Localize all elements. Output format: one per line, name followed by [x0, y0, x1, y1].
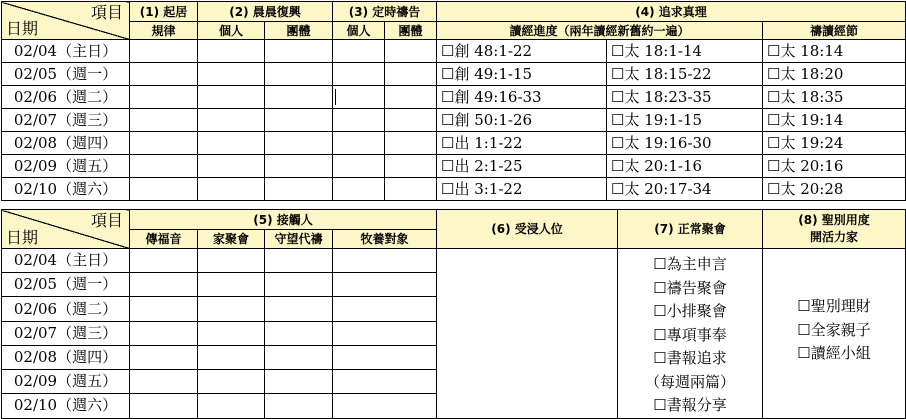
header-contact: (5) 接觸人 — [130, 210, 437, 230]
meeting-item[interactable]: ☐專項事奉 — [653, 325, 727, 344]
date-cell: 02/10（週六） — [2, 178, 130, 201]
checkin-cell[interactable] — [333, 178, 385, 201]
pray-verse-cell[interactable]: ☐太 18:14 — [763, 40, 906, 63]
meeting-item[interactable]: ☐小排聚會 — [653, 302, 727, 320]
header-pray-verse: 禱讀經節 — [763, 22, 906, 40]
reading-ot-cell[interactable]: ☐創 48:1-22 — [437, 40, 607, 63]
header-prayer-personal: 個人 — [333, 22, 385, 40]
checkin-cell[interactable] — [130, 249, 198, 273]
header-morning-revival: (2) 晨晨復興 — [198, 2, 333, 22]
checkin-cell[interactable] — [130, 178, 198, 201]
checkin-cell[interactable] — [385, 155, 437, 178]
checkin-cell[interactable] — [265, 273, 333, 297]
sanctified-item[interactable]: ☐讀經小組 — [797, 344, 871, 362]
checkin-cell[interactable] — [385, 109, 437, 132]
meeting-item[interactable]: ☐禱告聚會 — [653, 278, 727, 297]
header-sanctified — [763, 210, 906, 249]
header-reading-progress: 讀經進度（兩年讀經新舊約一遍） — [437, 22, 763, 40]
header-morning-group: 團體 — [265, 22, 333, 40]
checkin-cell[interactable] — [198, 321, 265, 345]
pray-verse-cell[interactable]: ☐太 20:16 — [763, 155, 906, 178]
checkin-cell[interactable] — [385, 132, 437, 155]
checkin-cell[interactable] — [130, 273, 198, 297]
corner-date-label: 日期 — [6, 19, 39, 38]
checkin-cell[interactable] — [333, 394, 437, 418]
header-sanctified-line2: 開活力家 — [809, 230, 858, 244]
reading-nt-cell[interactable]: ☐太 19:16-30 — [607, 132, 763, 155]
header-prayer-group: 團體 — [385, 22, 437, 40]
checkin-cell[interactable] — [385, 86, 437, 109]
date-cell: 02/05（週一） — [2, 63, 130, 86]
checkin-cell[interactable] — [265, 86, 333, 109]
date-cell: 02/04（主日） — [2, 249, 130, 273]
checkin-cell[interactable] — [198, 345, 265, 369]
reading-ot-cell[interactable]: ☐創 49:16-33 — [437, 86, 607, 109]
header-meetings: (7) 正常聚會 — [618, 210, 763, 249]
reading-nt-cell[interactable]: ☐太 18:1-14 — [607, 40, 763, 63]
corner-item-label: 項目 — [90, 211, 123, 230]
header-routine-sub: 規律 — [130, 22, 198, 40]
sanctified-item[interactable]: ☐全家親子 — [797, 320, 871, 339]
checkin-cell[interactable] — [265, 370, 333, 394]
date-cell: 02/09（週五） — [2, 155, 130, 178]
sanctified-list — [763, 249, 906, 419]
date-cell: 02/09（週五） — [2, 370, 130, 394]
date-cell: 02/10（週六） — [2, 394, 130, 418]
header-shepherd: 牧養對象 — [333, 230, 437, 249]
checkin-cell[interactable] — [198, 86, 265, 109]
checkin-cell[interactable] — [265, 63, 333, 86]
checkin-cell[interactable] — [265, 394, 333, 418]
date-cell: 02/04（主日） — [2, 40, 130, 63]
checkin-cell[interactable] — [385, 178, 437, 201]
checkin-cell[interactable] — [333, 86, 385, 109]
checkin-cell[interactable] — [130, 394, 198, 418]
meeting-item[interactable]: ☐書報分享 — [653, 396, 727, 414]
top-corner-header — [2, 2, 130, 40]
checkin-cell[interactable] — [333, 345, 437, 369]
corner-date-label: 日期 — [6, 228, 39, 247]
checkin-cell[interactable] — [198, 40, 265, 63]
checkin-cell[interactable] — [130, 155, 198, 178]
date-cell: 02/06（週二） — [2, 86, 130, 109]
pray-verse-cell[interactable]: ☐太 19:24 — [763, 132, 906, 155]
checkin-cell[interactable] — [333, 155, 385, 178]
reading-ot-cell[interactable]: ☐出 3:1-22 — [437, 178, 607, 201]
checkin-cell[interactable] — [333, 40, 385, 63]
meetings-list — [618, 249, 763, 419]
checkin-cell[interactable] — [385, 40, 437, 63]
checkin-cell[interactable] — [265, 345, 333, 369]
header-routine: (1) 起居 — [130, 2, 198, 22]
checkin-cell[interactable] — [265, 249, 333, 273]
checkin-cell[interactable] — [198, 63, 265, 86]
date-cell: 02/07（週三） — [2, 109, 130, 132]
checkin-cell[interactable] — [198, 370, 265, 394]
meeting-note: （每週兩篇） — [644, 372, 735, 391]
header-morning-personal: 個人 — [198, 22, 265, 40]
checkin-cell[interactable] — [198, 249, 265, 273]
checkin-cell[interactable] — [198, 132, 265, 155]
checkin-cell[interactable] — [265, 109, 333, 132]
header-sanctified-line1: (8) 聖別用度 — [798, 213, 870, 227]
checkin-cell[interactable] — [333, 109, 385, 132]
pray-verse-cell[interactable]: ☐太 18:20 — [763, 63, 906, 86]
checkin-cell[interactable] — [198, 109, 265, 132]
reading-ot-cell[interactable]: ☐出 2:1-25 — [437, 155, 607, 178]
header-prayer: (3) 定時禱告 — [333, 2, 437, 22]
checkin-cell[interactable] — [265, 155, 333, 178]
baptism-cell[interactable] — [437, 249, 618, 419]
checkin-cell[interactable] — [333, 132, 385, 155]
header-watch-pray: 守望代禱 — [265, 230, 333, 249]
checkin-cell[interactable] — [198, 178, 265, 201]
header-truth: (4) 追求真理 — [437, 2, 906, 22]
bottom-schedule-table — [1, 209, 906, 419]
meeting-item[interactable]: ☐為主申言 — [653, 255, 727, 273]
checkin-cell[interactable] — [198, 155, 265, 178]
checkin-cell[interactable] — [265, 297, 333, 321]
checkin-cell[interactable] — [130, 345, 198, 369]
sanctified-item[interactable]: ☐聖別理財 — [797, 297, 871, 315]
date-cell: 02/06（週二） — [2, 297, 130, 321]
checkin-cell[interactable] — [333, 273, 437, 297]
checkin-cell[interactable] — [130, 109, 198, 132]
meeting-item[interactable]: ☐書報追求 — [653, 349, 727, 367]
checkin-cell[interactable] — [333, 321, 437, 345]
corner-item-label: 項目 — [90, 3, 123, 22]
checkin-cell[interactable] — [385, 63, 437, 86]
checkin-cell[interactable] — [130, 86, 198, 109]
checkin-cell[interactable] — [198, 394, 265, 418]
checkin-cell[interactable] — [265, 132, 333, 155]
checkin-cell[interactable] — [333, 249, 437, 273]
checkin-cell[interactable] — [198, 273, 265, 297]
reading-nt-cell[interactable]: ☐太 18:15-22 — [607, 63, 763, 86]
bottom-corner-header — [2, 210, 130, 249]
checkin-cell[interactable] — [130, 370, 198, 394]
date-cell: 02/05（週一） — [2, 273, 130, 297]
checkin-cell[interactable] — [130, 132, 198, 155]
header-home-meeting: 家聚會 — [198, 230, 265, 249]
checkin-cell[interactable] — [198, 297, 265, 321]
reading-nt-cell[interactable]: ☐太 18:23-35 — [607, 86, 763, 109]
reading-ot-cell[interactable]: ☐創 49:1-15 — [437, 63, 607, 86]
top-schedule-table — [1, 1, 906, 201]
pray-verse-cell[interactable]: ☐太 19:14 — [763, 109, 906, 132]
reading-ot-cell[interactable]: ☐出 1:1-22 — [437, 132, 607, 155]
reading-ot-cell[interactable]: ☐創 50:1-26 — [437, 109, 607, 132]
checkin-cell[interactable] — [130, 63, 198, 86]
header-baptism: (6) 受浸人位 — [437, 210, 618, 249]
reading-nt-cell[interactable]: ☐太 20:1-16 — [607, 155, 763, 178]
reading-nt-cell[interactable]: ☐太 19:1-15 — [607, 109, 763, 132]
checkin-cell[interactable] — [130, 297, 198, 321]
pray-verse-cell[interactable]: ☐太 20:28 — [763, 178, 906, 201]
checkin-cell[interactable] — [130, 321, 198, 345]
pray-verse-cell[interactable]: ☐太 18:35 — [763, 86, 906, 109]
checkin-cell[interactable] — [333, 370, 437, 394]
reading-nt-cell[interactable]: ☐太 20:17-34 — [607, 178, 763, 201]
checkin-cell[interactable] — [265, 40, 333, 63]
checkin-cell[interactable] — [333, 297, 437, 321]
date-cell: 02/08（週四） — [2, 132, 130, 155]
date-cell: 02/07（週三） — [2, 321, 130, 345]
checkin-cell[interactable] — [333, 63, 385, 86]
checkin-cell[interactable] — [265, 178, 333, 201]
header-gospel: 傳福音 — [130, 230, 198, 249]
checkin-cell[interactable] — [265, 321, 333, 345]
date-cell: 02/08（週四） — [2, 345, 130, 369]
checkin-cell[interactable] — [130, 40, 198, 63]
